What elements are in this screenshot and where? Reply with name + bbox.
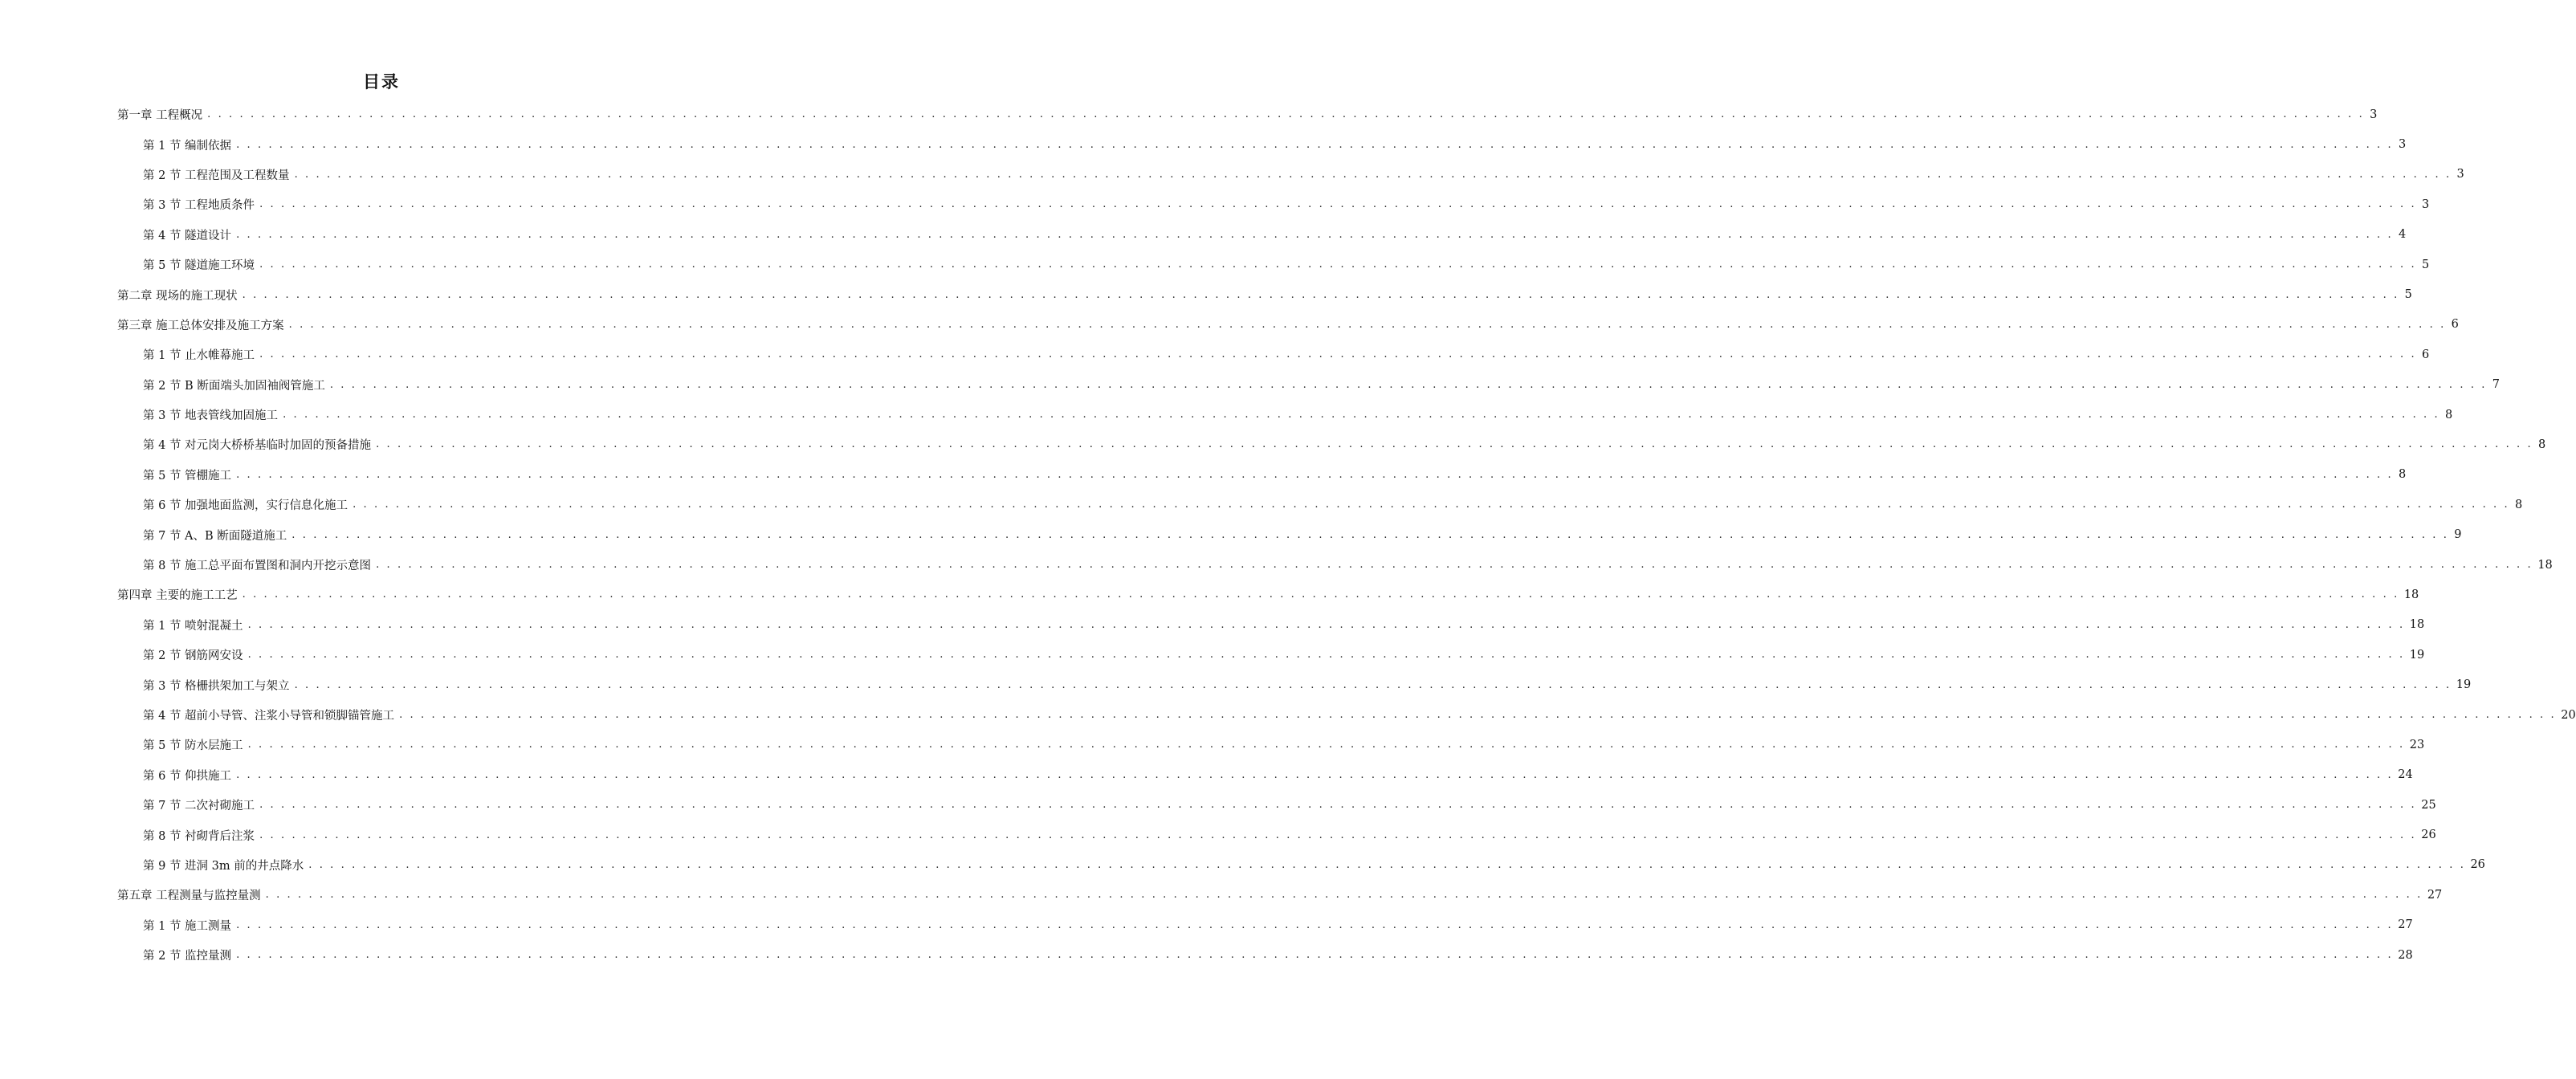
toc-leader-dots: . . . . . . . . . . . . . . . . . . . . . . . . . . . . . . . . . . . . . . . . . . . . . . . . . . . . . . . . . . . . . . . . . . . . . . . . . . . . . . . . . . . . . . . . . . . . . . . . . . . . . . . . . . . . . . . . . . . . . . . . . . . . . . . . . . . . . . . . . . . . . . . . . . . . . . . . . . . . . . . . . . . . . . . . . . . . . . . . . . . . . . . . . . . . . . . . . . . . . . . . — [294, 168, 2452, 181]
toc-page-number: 19 — [2409, 648, 2425, 662]
toc-leader-dots: . . . . . . . . . . . . . . . . . . . . . . . . . . . . . . . . . . . . . . . . . . . . . . . . . . . . . . . . . . . . . . . . . . . . . . . . . . . . . . . . . . . . . . . . . . . . . . . . . . . . . . . . . . . . . . . . . . . . . . . . . . . . . . . . . . . . . . . . . . . . . . . . . . . . . . . . . . . . . . . . . . . . . . . . . . . . . . . . . . . . . . . . . . . . . . . . . . . . . . . . — [259, 198, 2417, 211]
table-of-contents — [117, 100, 2576, 970]
toc-leader-dots: . . . . . . . . . . . . . . . . . . . . . . . . . . . . . . . . . . . . . . . . . . . . . . . . . . . . . . . . . . . . . . . . . . . . . . . . . . . . . . . . . . . . . . . . . . . . . . . . . . . . . . . . . . . . . . . . . . . . . . . . . . . . . . . . . . . . . . . . . . . . . . . . . . . . . . . . . . . . . . . . . . . . . . . . . . . . . . . . . . . . . . . . . . . . . . . . . . . . . . . . — [236, 138, 2394, 151]
toc-leader-dots: . . . . . . . . . . . . . . . . . . . . . . . . . . . . . . . . . . . . . . . . . . . . . . . . . . . . . . . . . . . . . . . . . . . . . . . . . . . . . . . . . . . . . . . . . . . . . . . . . . . . . . . . . . . . . . . . . . . . . . . . . . . . . . . . . . . . . . . . . . . . . . . . . . . . . . . . . . . . . . . . . . . . . . . . . . . . . . . . . . . . . . . . . . . . . . . . . . . . . . . . — [376, 438, 2533, 451]
toc-entry-label: 第 8 节 衬砌背后注浆 — [143, 829, 255, 843]
toc-leader-dots: . . . . . . . . . . . . . . . . . . . . . . . . . . . . . . . . . . . . . . . . . . . . . . . . . . . . . . . . . . . . . . . . . . . . . . . . . . . . . . . . . . . . . . . . . . . . . . . . . . . . . . . . . . . . . . . . . . . . . . . . . . . . . . . . . . . . . . . . . . . . . . . . . . . . . . . . . . . . . . . . . . . . . . . . . . . . . . . . . . . . . . . . . . . . . . . . . . . . . . . . — [242, 588, 2399, 601]
toc-entry-label: 第 3 节 地表管线加固施工 — [143, 409, 279, 423]
toc-page-number: 9 — [2454, 528, 2462, 542]
toc-leader-dots: . . . . . . . . . . . . . . . . . . . . . . . . . . . . . . . . . . . . . . . . . . . . . . . . . . . . . . . . . . . . . . . . . . . . . . . . . . . . . . . . . . . . . . . . . . . . . . . . . . . . . . . . . . . . . . . . . . . . . . . . . . . . . . . . . . . . . . . . . . . . . . . . . . . . . . . . . . . . . . . . . . . . . . . . . . . . . . . . . . . . . . . . . . . . . . . . . . . . . . . . — [291, 528, 2449, 541]
toc-page-number: 6 — [2422, 348, 2430, 361]
toc-leader-dots: . . . . . . . . . . . . . . . . . . . . . . . . . . . . . . . . . . . . . . . . . . . . . . . . . . . . . . . . . . . . . . . . . . . . . . . . . . . . . . . . . . . . . . . . . . . . . . . . . . . . . . . . . . . . . . . . . . . . . . . . . . . . . . . . . . . . . . . . . . . . . . . . . . . . . . . . . . . . . . . . . . . . . . . . . . . . . . . . . . . . . . . . . . . . . . . . . . . . . . . . — [236, 918, 2394, 931]
toc-leader-dots: . . . . . . . . . . . . . . . . . . . . . . . . . . . . . . . . . . . . . . . . . . . . . . . . . . . . . . . . . . . . . . . . . . . . . . . . . . . . . . . . . . . . . . . . . . . . . . . . . . . . . . . . . . . . . . . . . . . . . . . . . . . . . . . . . . . . . . . . . . . . . . . . . . . . . . . . . . . . . . . . . . . . . . . . . . . . . . . . . . . . . . . . . . . . . . . . . . . . . . . . — [259, 799, 2417, 812]
toc-section-entry[interactable] — [117, 610, 2425, 640]
toc-entry-label: 第 1 节 施工测量 — [143, 919, 232, 933]
toc-page-number: 23 — [2409, 738, 2425, 751]
toc-section-entry[interactable] — [117, 160, 2464, 189]
toc-page-number: 4 — [2399, 228, 2407, 242]
toc-section-entry[interactable] — [117, 340, 2430, 369]
toc-leader-dots: . . . . . . . . . . . . . . . . . . . . . . . . . . . . . . . . . . . . . . . . . . . . . . . . . . . . . . . . . . . . . . . . . . . . . . . . . . . . . . . . . . . . . . . . . . . . . . . . . . . . . . . . . . . . . . . . . . . . . . . . . . . . . . . . . . . . . . . . . . . . . . . . . . . . . . . . . . . . . . . . . . . . . . . . . . . . . . . . . . . . . . . . . . . . . . . . . . . . . . . . — [265, 889, 2423, 902]
toc-page-number: 27 — [2427, 888, 2443, 902]
toc-section-entry[interactable] — [117, 730, 2425, 759]
toc-section-entry[interactable] — [117, 760, 2413, 790]
toc-section-entry[interactable] — [117, 790, 2436, 820]
toc-leader-dots: . . . . . . . . . . . . . . . . . . . . . . . . . . . . . . . . . . . . . . . . . . . . . . . . . . . . . . . . . . . . . . . . . . . . . . . . . . . . . . . . . . . . . . . . . . . . . . . . . . . . . . . . . . . . . . . . . . . . . . . . . . . . . . . . . . . . . . . . . . . . . . . . . . . . . . . . . . . . . . . . . . . . . . . . . . . . . . . . . . . . . . . . . . . . . . . . . . . . . . . . — [283, 409, 2440, 421]
toc-section-entry[interactable] — [117, 460, 2407, 490]
toc-section-entry[interactable] — [117, 850, 2485, 880]
toc-page-number: 5 — [2404, 288, 2412, 302]
toc-entry-label: 第 2 节 监控量测 — [143, 950, 232, 963]
toc-section-entry[interactable] — [117, 250, 2430, 279]
toc-entry-label: 第 1 节 喷射混凝土 — [143, 619, 243, 633]
toc-entry-label: 第 6 节 仰拱施工 — [143, 769, 232, 783]
toc-section-entry[interactable] — [117, 820, 2436, 849]
toc-page-number: 5 — [2422, 258, 2430, 271]
toc-chapter-entry[interactable] — [117, 880, 2443, 910]
toc-leader-dots: . . . . . . . . . . . . . . . . . . . . . . . . . . . . . . . . . . . . . . . . . . . . . . . . . . . . . . . . . . . . . . . . . . . . . . . . . . . . . . . . . . . . . . . . . . . . . . . . . . . . . . . . . . . . . . . . . . . . . . . . . . . . . . . . . . . . . . . . . . . . . . . . . . . . . . . . . . . . . . . . . . . . . . . . . . . . . . . . . . . . . . . . . . . . . . . . . . . . . . . . — [236, 949, 2394, 962]
toc-entry-label: 第 1 节 止水帷幕施工 — [143, 349, 255, 363]
toc-leader-dots: . . . . . . . . . . . . . . . . . . . . . . . . . . . . . . . . . . . . . . . . . . . . . . . . . . . . . . . . . . . . . . . . . . . . . . . . . . . . . . . . . . . . . . . . . . . . . . . . . . . . . . . . . . . . . . . . . . . . . . . . . . . . . . . . . . . . . . . . . . . . . . . . . . . . . . . . . . . . . . . . . . . . . . . . . . . . . . . . . . . . . . . . . . . . . . . . . . . . . . . . — [236, 768, 2394, 781]
toc-page-number: 6 — [2451, 318, 2459, 332]
toc-leader-dots: . . . . . . . . . . . . . . . . . . . . . . . . . . . . . . . . . . . . . . . . . . . . . . . . . . . . . . . . . . . . . . . . . . . . . . . . . . . . . . . . . . . . . . . . . . . . . . . . . . . . . . . . . . . . . . . . . . . . . . . . . . . . . . . . . . . . . . . . . . . . . . . . . . . . . . . . . . . . . . . . . . . . . . . . . . . . . . . . . . . . . . . . . . . . . . . . . . . . . . . . — [236, 228, 2394, 241]
toc-entry-label: 第 5 节 管棚施工 — [143, 469, 232, 482]
toc-chapter-entry[interactable] — [117, 580, 2419, 609]
toc-leader-dots: . . . . . . . . . . . . . . . . . . . . . . . . . . . . . . . . . . . . . . . . . . . . . . . . . . . . . . . . . . . . . . . . . . . . . . . . . . . . . . . . . . . . . . . . . . . . . . . . . . . . . . . . . . . . . . . . . . . . . . . . . . . . . . . . . . . . . . . . . . . . . . . . . . . . . . . . . . . . . . . . . . . . . . . . . . . . . . . . . . . . . . . . . . . . . . . . . . . . . . . . — [247, 618, 2405, 631]
toc-entry-label: 第五章 工程测量与监控量测 — [117, 890, 261, 903]
toc-entry-label: 第二章 现场的施工现状 — [117, 289, 238, 303]
toc-page-number: 20 — [2561, 708, 2576, 722]
toc-page-number: 8 — [2538, 438, 2546, 451]
toc-leader-dots: . . . . . . . . . . . . . . . . . . . . . . . . . . . . . . . . . . . . . . . . . . . . . . . . . . . . . . . . . . . . . . . . . . . . . . . . . . . . . . . . . . . . . . . . . . . . . . . . . . . . . . . . . . . . . . . . . . . . . . . . . . . . . . . . . . . . . . . . . . . . . . . . . . . . . . . . . . . . . . . . . . . . . . . . . . . . . . . . . . . . . . . . . . . . . . . . . . . . . . . . — [353, 499, 2510, 511]
toc-entry-label: 第 7 节 A、B 断面隧道施工 — [143, 529, 287, 543]
toc-leader-dots: . . . . . . . . . . . . . . . . . . . . . . . . . . . . . . . . . . . . . . . . . . . . . . . . . . . . . . . . . . . . . . . . . . . . . . . . . . . . . . . . . . . . . . . . . . . . . . . . . . . . . . . . . . . . . . . . . . . . . . . . . . . . . . . . . . . . . . . . . . . . . . . . . . . . . . . . . . . . . . . . . . . . . . . . . . . . . . . . . . . . . . . . . . . . . . . . . . . . . . . . — [259, 348, 2417, 361]
toc-section-entry[interactable] — [117, 670, 2472, 699]
toc-page-number: 8 — [2445, 408, 2453, 421]
toc-leader-dots: . . . . . . . . . . . . . . . . . . . . . . . . . . . . . . . . . . . . . . . . . . . . . . . . . . . . . . . . . . . . . . . . . . . . . . . . . . . . . . . . . . . . . . . . . . . . . . . . . . . . . . . . . . . . . . . . . . . . . . . . . . . . . . . . . . . . . . . . . . . . . . . . . . . . . . . . . . . . . . . . . . . . . . . . . . . . . . . . . . . . . . . . . . . . . . . . . . . . . . . . — [207, 108, 2365, 121]
toc-entry-label: 第四章 主要的施工工艺 — [117, 589, 238, 603]
toc-leader-dots: . . . . . . . . . . . . . . . . . . . . . . . . . . . . . . . . . . . . . . . . . . . . . . . . . . . . . . . . . . . . . . . . . . . . . . . . . . . . . . . . . . . . . . . . . . . . . . . . . . . . . . . . . . . . . . . . . . . . . . . . . . . . . . . . . . . . . . . . . . . . . . . . . . . . . . . . . . . . . . . . . . . . . . . . . . . . . . . . . . . . . . . . . . . . . . . . . . . . . . . . — [329, 378, 2488, 391]
toc-entry-label: 第三章 施工总体安排及施工方案 — [117, 319, 284, 332]
toc-page-number: 19 — [2456, 678, 2472, 692]
toc-leader-dots: . . . . . . . . . . . . . . . . . . . . . . . . . . . . . . . . . . . . . . . . . . . . . . . . . . . . . . . . . . . . . . . . . . . . . . . . . . . . . . . . . . . . . . . . . . . . . . . . . . . . . . . . . . . . . . . . . . . . . . . . . . . . . . . . . . . . . . . . . . . . . . . . . . . . . . . . . . . . . . . . . . . . . . . . . . . . . . . . . . . . . . . . . . . . . . . . . . . . . . . . — [376, 559, 2533, 572]
toc-entry-label: 第 6 节 加强地面监测，实行信息化施工 — [143, 499, 348, 513]
toc-leader-dots: . . . . . . . . . . . . . . . . . . . . . . . . . . . . . . . . . . . . . . . . . . . . . . . . . . . . . . . . . . . . . . . . . . . . . . . . . . . . . . . . . . . . . . . . . . . . . . . . . . . . . . . . . . . . . . . . . . . . . . . . . . . . . . . . . . . . . . . . . . . . . . . . . . . . . . . . . . . . . . . . . . . . . . . . . . . . . . . . . . . . . . . . . . . . . . . . . . . . . . . . — [247, 649, 2405, 662]
toc-section-entry[interactable] — [117, 220, 2407, 250]
toc-page-number: 7 — [2492, 378, 2501, 392]
toc-entry-label: 第 9 节 进洞 3m 前的井点降水 — [143, 859, 304, 873]
toc-leader-dots: . . . . . . . . . . . . . . . . . . . . . . . . . . . . . . . . . . . . . . . . . . . . . . . . . . . . . . . . . . . . . . . . . . . . . . . . . . . . . . . . . . . . . . . . . . . . . . . . . . . . . . . . . . . . . . . . . . . . . . . . . . . . . . . . . . . . . . . . . . . . . . . . . . . . . . . . . . . . . . . . . . . . . . . . . . . . . . . . . . . . . . . . . . . . . . . . . . . . . . . . — [294, 678, 2452, 691]
toc-chapter-entry[interactable] — [117, 279, 2412, 309]
toc-entry-label: 第 7 节 二次衬砌施工 — [143, 800, 255, 813]
toc-entry-label: 第 3 节 格栅拱架加工与架立 — [143, 679, 290, 693]
toc-entry-label: 第 4 节 超前小导管、注浆小导管和锁脚锚管施工 — [143, 710, 395, 723]
toc-section-entry[interactable] — [117, 550, 2553, 580]
toc-chapter-entry[interactable] — [117, 310, 2459, 340]
toc-entry-label: 第 3 节 工程地质条件 — [143, 199, 255, 213]
toc-entry-label: 第 4 节 隧道设计 — [143, 229, 232, 242]
toc-section-entry[interactable] — [117, 640, 2425, 670]
toc-section-entry[interactable] — [117, 910, 2413, 940]
toc-leader-dots: . . . . . . . . . . . . . . . . . . . . . . . . . . . . . . . . . . . . . . . . . . . . . . . . . . . . . . . . . . . . . . . . . . . . . . . . . . . . . . . . . . . . . . . . . . . . . . . . . . . . . . . . . . . . . . . . . . . . . . . . . . . . . . . . . . . . . . . . . . . . . . . . . . . . . . . . . . . . . . . . . . . . . . . . . . . . . . . . . . . . . . . . . . . . . . . . . . . . . . . . — [242, 288, 2399, 301]
toc-entry-label: 第 2 节 工程范围及工程数量 — [143, 169, 290, 182]
toc-leader-dots: . . . . . . . . . . . . . . . . . . . . . . . . . . . . . . . . . . . . . . . . . . . . . . . . . . . . . . . . . . . . . . . . . . . . . . . . . . . . . . . . . . . . . . . . . . . . . . . . . . . . . . . . . . . . . . . . . . . . . . . . . . . . . . . . . . . . . . . . . . . . . . . . . . . . . . . . . . . . . . . . . . . . . . . . . . . . . . . . . . . . . . . . . . . . . . . . . . . . . . . . — [288, 318, 2446, 331]
toc-page-number: 3 — [2399, 138, 2407, 152]
toc-page-number: 25 — [2421, 798, 2436, 812]
toc-entry-label: 第 1 节 编制依据 — [143, 139, 232, 153]
toc-page-number: 28 — [2398, 948, 2413, 962]
toc-leader-dots: . . . . . . . . . . . . . . . . . . . . . . . . . . . . . . . . . . . . . . . . . . . . . . . . . . . . . . . . . . . . . . . . . . . . . . . . . . . . . . . . . . . . . . . . . . . . . . . . . . . . . . . . . . . . . . . . . . . . . . . . . . . . . . . . . . . . . . . . . . . . . . . . . . . . . . . . . . . . . . . . . . . . . . . . . . . . . . . . . . . . . . . . . . . . . . . . . . . . . . . . — [236, 468, 2394, 481]
toc-entry-label: 第 8 节 施工总平面布置图和洞内开挖示意图 — [143, 560, 372, 573]
toc-page-number: 18 — [2537, 558, 2553, 572]
toc-entry-label: 第 2 节 B 断面端头加固袖阀管施工 — [143, 379, 325, 393]
toc-section-entry[interactable] — [117, 430, 2546, 459]
toc-section-entry[interactable] — [117, 700, 2576, 730]
toc-page-number: 8 — [2515, 498, 2523, 511]
toc-page-number: 18 — [2409, 618, 2425, 632]
toc-entry-label: 第 5 节 防水层施工 — [143, 739, 243, 753]
toc-section-entry[interactable] — [117, 189, 2430, 219]
toc-page-number: 3 — [2422, 197, 2430, 211]
toc-page-number: 26 — [2421, 829, 2436, 842]
toc-page-number: 27 — [2398, 918, 2413, 932]
toc-section-entry[interactable] — [117, 129, 2407, 159]
toc-entry-label: 第 2 节 钢筋网安设 — [143, 649, 243, 663]
toc-section-entry[interactable] — [117, 400, 2453, 430]
toc-page-number: 3 — [2370, 108, 2378, 121]
toc-leader-dots: . . . . . . . . . . . . . . . . . . . . . . . . . . . . . . . . . . . . . . . . . . . . . . . . . . . . . . . . . . . . . . . . . . . . . . . . . . . . . . . . . . . . . . . . . . . . . . . . . . . . . . . . . . . . . . . . . . . . . . . . . . . . . . . . . . . . . . . . . . . . . . . . . . . . . . . . . . . . . . . . . . . . . . . . . . . . . . . . . . . . . . . . . . . . . . . . . . . . . . . . — [247, 739, 2405, 751]
toc-entry-label: 第 5 节 隧道施工环境 — [143, 259, 255, 273]
toc-section-entry[interactable] — [117, 490, 2523, 519]
toc-leader-dots: . . . . . . . . . . . . . . . . . . . . . . . . . . . . . . . . . . . . . . . . . . . . . . . . . . . . . . . . . . . . . . . . . . . . . . . . . . . . . . . . . . . . . . . . . . . . . . . . . . . . . . . . . . . . . . . . . . . . . . . . . . . . . . . . . . . . . . . . . . . . . . . . . . . . . . . . . . . . . . . . . . . . . . . . . . . . . . . . . . . . . . . . . . . . . . . . . . . . . . . . — [308, 858, 2466, 871]
toc-section-entry[interactable] — [117, 370, 2501, 400]
toc-leader-dots: . . . . . . . . . . . . . . . . . . . . . . . . . . . . . . . . . . . . . . . . . . . . . . . . . . . . . . . . . . . . . . . . . . . . . . . . . . . . . . . . . . . . . . . . . . . . . . . . . . . . . . . . . . . . . . . . . . . . . . . . . . . . . . . . . . . . . . . . . . . . . . . . . . . . . . . . . . . . . . . . . . . . . . . . . . . . . . . . . . . . . . . . . . . . . . . . . . . . . . . . — [259, 259, 2417, 271]
toc-entry-label: 第一章 工程概况 — [117, 109, 203, 123]
toc-leader-dots: . . . . . . . . . . . . . . . . . . . . . . . . . . . . . . . . . . . . . . . . . . . . . . . . . . . . . . . . . . . . . . . . . . . . . . . . . . . . . . . . . . . . . . . . . . . . . . . . . . . . . . . . . . . . . . . . . . . . . . . . . . . . . . . . . . . . . . . . . . . . . . . . . . . . . . . . . . . . . . . . . . . . . . . . . . . . . . . . . . . . . . . . . . . . . . . . . . . . . . . . — [259, 829, 2417, 841]
toc-page-number: 8 — [2399, 468, 2407, 482]
toc-page-number: 3 — [2456, 168, 2464, 181]
toc-page-number: 26 — [2470, 858, 2485, 872]
toc-leader-dots: . . . . . . . . . . . . . . . . . . . . . . . . . . . . . . . . . . . . . . . . . . . . . . . . . . . . . . . . . . . . . . . . . . . . . . . . . . . . . . . . . . . . . . . . . . . . . . . . . . . . . . . . . . . . . . . . . . . . . . . . . . . . . . . . . . . . . . . . . . . . . . . . . . . . . . . . . . . . . . . . . . . . . . . . . . . . . . . . . . . . . . . . . . . . . . . . . . . . . . . . — [399, 709, 2557, 721]
toc-chapter-entry[interactable] — [117, 100, 2378, 129]
toc-section-entry[interactable] — [117, 940, 2413, 970]
toc-section-entry[interactable] — [117, 519, 2462, 549]
toc-entry-label: 第 4 节 对元岗大桥桥基临时加固的预备措施 — [143, 439, 372, 453]
toc-title: 目录 — [363, 72, 400, 92]
toc-page-number: 18 — [2403, 588, 2419, 601]
toc-page-number: 24 — [2398, 768, 2413, 782]
